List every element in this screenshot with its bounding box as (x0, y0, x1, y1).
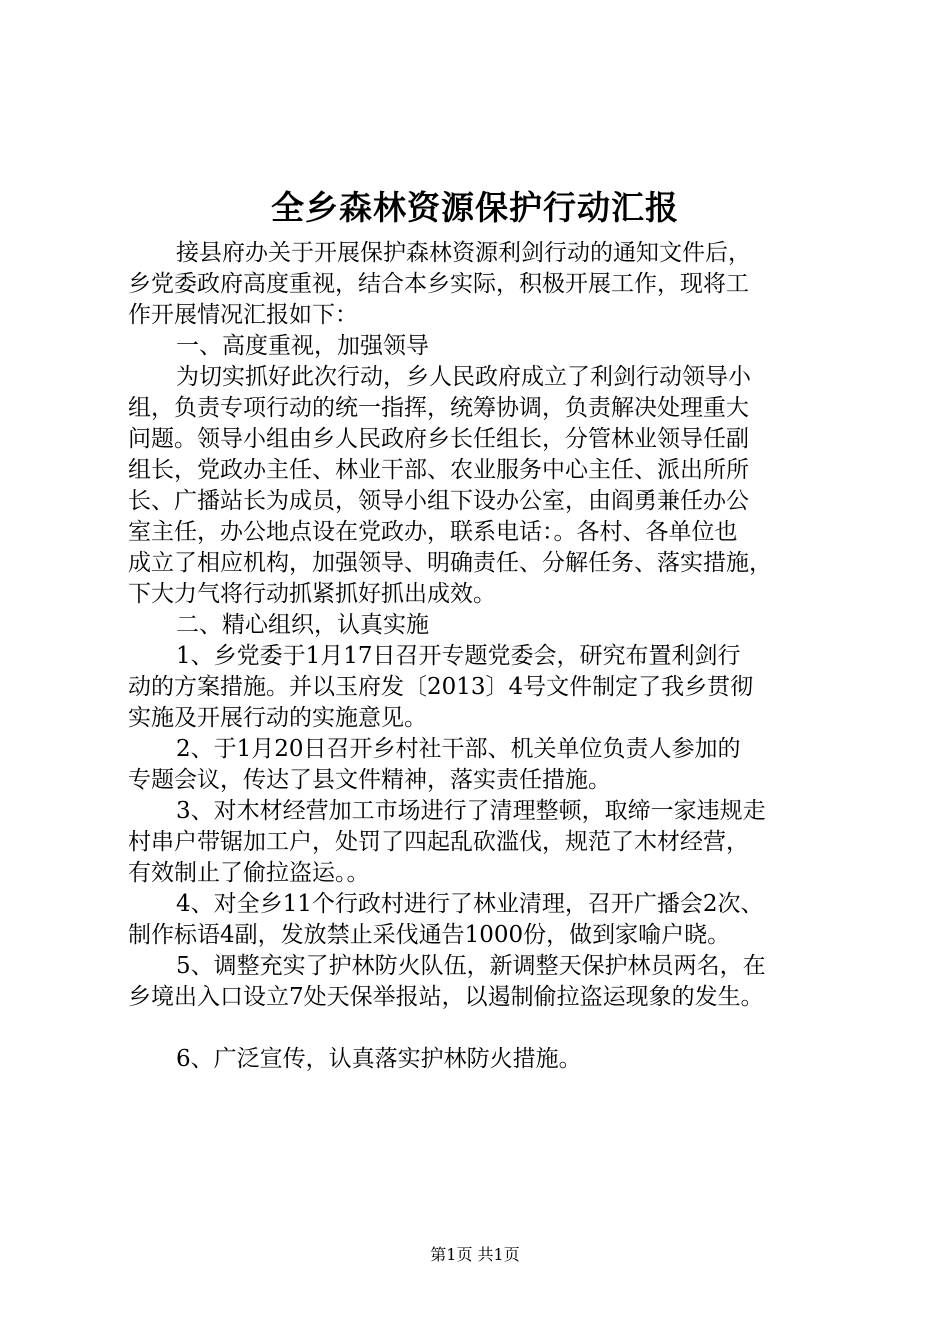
paragraph-line: 动的方案措施。并以玉府发〔2013〕4号文件制定了我乡贯彻 (128, 674, 754, 700)
paragraph-line: 6、广泛宣传，认真落实护林防火措施。 (176, 1046, 582, 1072)
paragraph-line: 专题会议，传达了县文件精神，落实责任措施。 (128, 767, 611, 793)
paragraph-line: 制作标语4副，发放禁止采伐通告1000份，做到家喻户晓。 (128, 922, 731, 948)
page-number: 第1页 共1页 (430, 1245, 520, 1264)
paragraph-line: 1、乡党委于1月17日召开专题党委会，研究布置利剑行 (176, 643, 741, 669)
section-heading: 二、精心组织，认真实施 (176, 612, 429, 638)
paragraph-line: 组长，党政办主任、林业干部、农业服务中心主任、派出所所 (128, 457, 749, 483)
paragraph-line: 4、对全乡11个行政村进行了林业清理，召开广播会2次、 (176, 891, 764, 917)
paragraph-line: 村串户带锯加工户，处罚了四起乱砍滥伐，规范了木材经营， (128, 829, 749, 855)
paragraph-line: 组，负责专项行动的统一指挥，统筹协调，负责解决处理重大 (128, 395, 749, 421)
paragraph-line: 乡党委政府高度重视，结合本乡实际，积极开展工作，现将工 (128, 271, 749, 297)
paragraph-line: 下大力气将行动抓紧抓好抓出成效。 (128, 581, 496, 607)
paragraph-line: 作开展情况汇报如下： (128, 302, 358, 328)
paragraph-line: 问题。领导小组由乡人民政府乡长任组长，分管林业领导任副 (128, 426, 749, 452)
paragraph-line: 有效制止了偷拉盗运。。 (128, 860, 370, 886)
paragraph-line: 实施及开展行动的实施意见。 (128, 705, 427, 731)
paragraph-line: 室主任，办公地点设在党政办，联系电话：。各村、各单位也 (128, 519, 738, 545)
paragraph-line: 5、调整充实了护林防火队伍，新调整天保护林员两名，在 (176, 953, 766, 979)
paragraph-line: 接县府办关于开展保护森林资源利剑行动的通知文件后， (176, 240, 751, 266)
paragraph-line: 2、于1月20日召开乡村社干部、机关单位负责人参加的 (176, 736, 741, 762)
paragraph-line: 为切实抓好此次行动，乡人民政府成立了利剑行动领导小 (176, 364, 751, 390)
paragraph-line: 成立了相应机构，加强领导、明确责任、分解任务、落实措施， (128, 550, 772, 576)
paragraph-line: 乡境出入口设立7处天保举报站，以遏制偷拉盗运现象的发生。 (128, 984, 764, 1010)
section-heading: 一、高度重视，加强领导 (176, 333, 429, 359)
paragraph-line: 3、对木材经营加工市场进行了清理整顿，取缔一家违规走 (176, 798, 766, 824)
document-title: 全乡森林资源保护行动汇报 (271, 188, 679, 227)
paragraph-line: 长、广播站长为成员，领导小组下设办公室，由阎勇兼任办公 (128, 488, 749, 514)
